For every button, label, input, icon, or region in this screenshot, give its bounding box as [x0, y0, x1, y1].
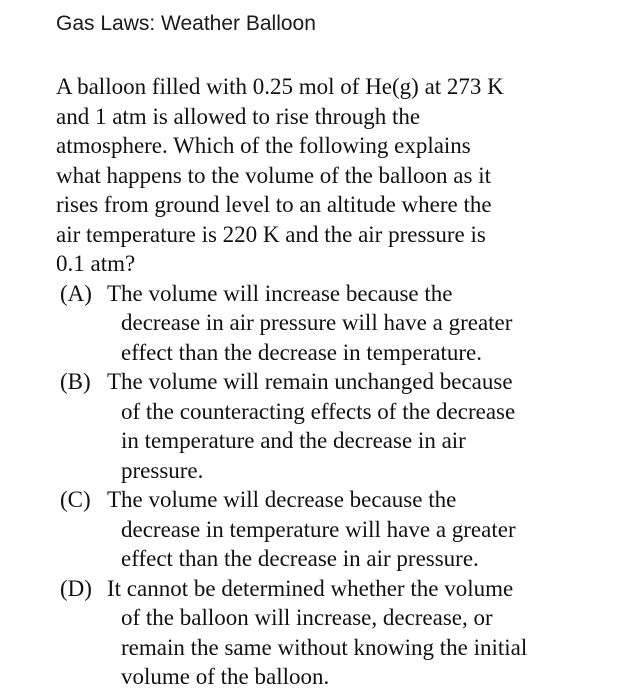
choice-a[interactable]: [56, 279, 616, 368]
choice-letter: (A): [60, 280, 92, 306]
choice-letter: (C): [60, 487, 91, 512]
question-stem-line: atmosphere. Which of the following explains: [56, 133, 471, 158]
choice-text-line: The volume will decrease because the: [107, 487, 457, 512]
choice-text-line: volume of the balloon.: [121, 664, 330, 689]
choice-letter: (D): [60, 575, 92, 601]
choice-text-line: decrease in temperature will have a greater: [121, 516, 516, 542]
choice-text-line: The volume will increase because the: [107, 280, 453, 306]
question-stem-line: A balloon filled with 0.25 mol of He(g) at 273 K: [56, 74, 504, 99]
choice-text-line: The volume will remain unchanged because: [107, 369, 513, 394]
choice-c[interactable]: [56, 485, 616, 574]
question-stem-line: what happens to the volume of the balloon as it: [56, 162, 491, 188]
choice-letter: (B): [60, 369, 91, 394]
choice-text-line: effect than the decrease in temperature.: [121, 339, 482, 365]
choice-text-line: pressure.: [121, 457, 204, 483]
choice-b[interactable]: [56, 367, 616, 485]
question-stem: [56, 72, 616, 279]
choice-text-line: of the counteracting effects of the decrease: [121, 398, 516, 424]
choice-text-line: effect than the decrease in air pressure.: [121, 546, 479, 571]
choice-d[interactable]: [56, 574, 616, 692]
choice-text-line: of the balloon will increase, decrease, or: [121, 605, 493, 630]
question-block: [56, 72, 616, 692]
choice-text-line: It cannot be determined whether the volume: [107, 575, 514, 601]
choice-text-line: remain the same without knowing the initial: [121, 634, 528, 660]
question-stem-line: 0.1 atm?: [56, 251, 136, 276]
answer-choices: [56, 279, 616, 692]
choice-text-line: decrease in air pressure will have a greater: [121, 310, 513, 335]
question-stem-line: and 1 atm is allowed to rise through the: [56, 103, 421, 129]
question-stem-line: rises from ground level to an altitude where the: [56, 192, 492, 217]
page-title: Gas Laws: Weather Balloon: [56, 12, 316, 35]
choice-text-line: in temperature and the decrease in air: [121, 428, 466, 453]
question-stem-line: air temperature is 220 K and the air pressure is: [56, 221, 486, 247]
